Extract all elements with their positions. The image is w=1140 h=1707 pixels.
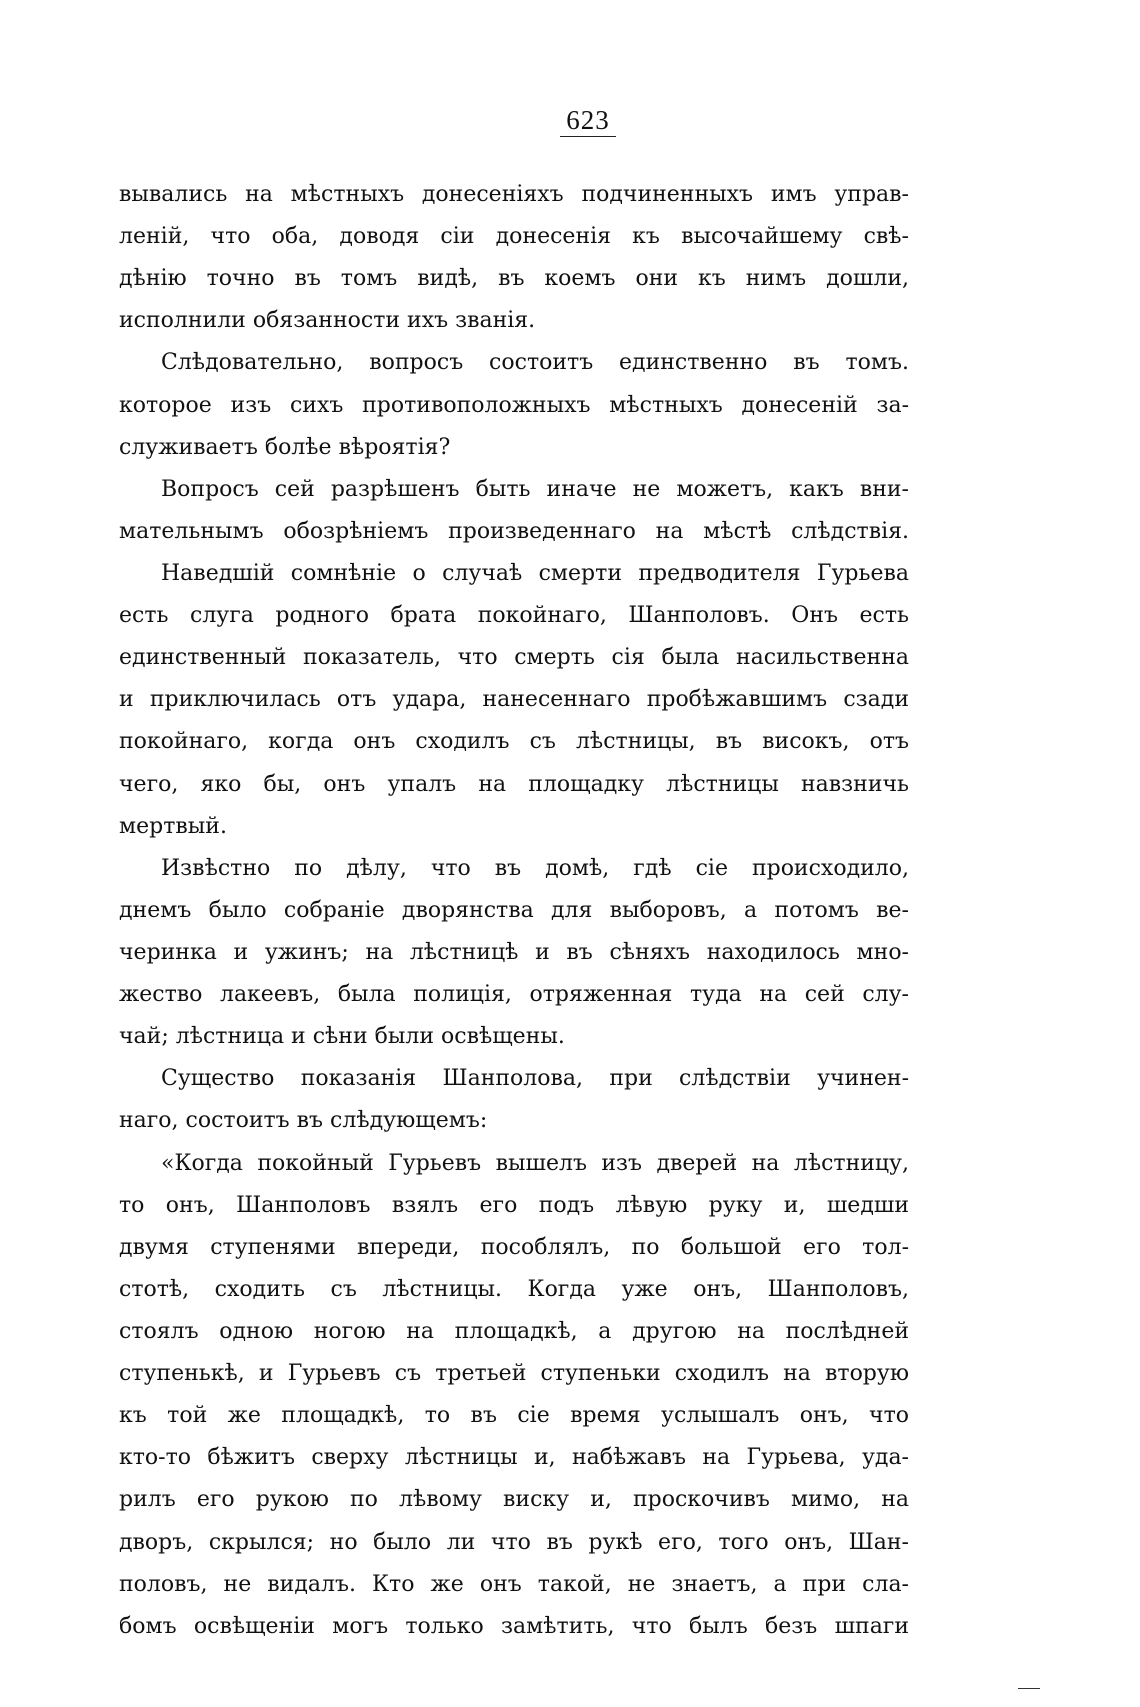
text-line: наго, состоитъ въ слѣдующемъ: bbox=[119, 1108, 488, 1134]
text-line: бомъ освѣщеніи могъ только замѣтить, что былъ безъ шпаги bbox=[119, 1613, 909, 1639]
text-line: чай; лѣстница и сѣни были освѣщены. bbox=[119, 1024, 565, 1050]
text-line: и приключилась отъ удара, нанесеннаго пробѣжавшимъ сзади bbox=[119, 687, 909, 713]
text-line: черинка и ужинъ; на лѣстницѣ и въ сѣняхъ находилось мно- bbox=[119, 939, 909, 965]
paragraph-first-line: Существо показанія Шанполова, при слѣдствіи учинен- bbox=[161, 1066, 909, 1092]
text-line: дѣнію точно въ томъ видѣ, въ коемъ они къ нимъ дошли, bbox=[119, 266, 909, 292]
text-line: жество лакеевъ, была полиція, отряженная туда на сей слу- bbox=[119, 982, 909, 1008]
text-line: стоялъ одною ногою на площадкѣ, а другою на послѣдней bbox=[119, 1318, 909, 1344]
text-line: чего, яко бы, онъ упалъ на площадку лѣстницы навзничь bbox=[119, 771, 909, 797]
text-line: рилъ его рукою по лѣвому виску и, проскочивъ мимо, на bbox=[119, 1487, 909, 1513]
text-line: къ той же площадкѣ, то въ сіе время услышалъ онъ, что bbox=[119, 1403, 909, 1429]
text-line: кто-то бѣжитъ сверху лѣстницы и, набѣжавъ на Гурьева, уда- bbox=[119, 1445, 909, 1471]
text-line: исполнили обязанности ихъ званія. bbox=[119, 308, 536, 334]
text-line: которое изъ сихъ противоположныхъ мѣстныхъ донесеній за- bbox=[119, 392, 909, 418]
text-line: есть слуга родного брата покойнаго, Шанполовъ. Онъ есть bbox=[119, 603, 909, 629]
text-line: то онъ, Шанполовъ взялъ его подъ лѣвую руку и, шедши bbox=[119, 1192, 909, 1218]
text-line: дворъ, скрылся; но было ли что въ рукѣ его, того онъ, Шан- bbox=[119, 1529, 909, 1555]
paragraph-first-line: Вопросъ сей разрѣшенъ быть иначе не можетъ, какъ вни- bbox=[161, 476, 909, 502]
page-number: 623 bbox=[560, 104, 616, 137]
text-line: половъ, не видалъ. Кто же онъ такой, не знаетъ, а при сла- bbox=[119, 1571, 909, 1597]
body-text bbox=[119, 174, 909, 1648]
footer-rule bbox=[1018, 1688, 1040, 1689]
text-line: служиваетъ болѣе вѣроятія? bbox=[119, 434, 451, 460]
paragraph-first-line: Наведшій сомнѣніе о случаѣ смерти предводителя Гурьева bbox=[161, 560, 909, 586]
text-line: мертвый. bbox=[119, 813, 227, 839]
text-line: мательнымъ обозрѣніемъ произведеннаго на мѣстѣ слѣдствія. bbox=[119, 518, 909, 544]
text-line: ступенькѣ, и Гурьевъ съ третьей ступеньки сходилъ на вторую bbox=[119, 1361, 909, 1387]
text-line: стотѣ, сходить съ лѣстницы. Когда уже онъ, Шанполовъ, bbox=[119, 1276, 909, 1302]
page-header bbox=[0, 104, 1140, 137]
text-line: двумя ступенями впереди, пособлялъ, по большой его тол- bbox=[119, 1234, 909, 1260]
paragraph-first-line: «Когда покойный Гурьевъ вышелъ изъ дверей на лѣстницу, bbox=[161, 1150, 909, 1176]
paragraph-first-line: Извѣстно по дѣлу, что въ домѣ, гдѣ сіе происходило, bbox=[161, 855, 909, 881]
text-line: днемъ было собраніе дворянства для выборовъ, а потомъ ве- bbox=[119, 897, 909, 923]
text-line: единственный показатель, что смерть сія была насильственна bbox=[119, 645, 909, 671]
text-line: вывались на мѣстныхъ донесеніяхъ подчиненныхъ имъ управ- bbox=[119, 182, 909, 207]
text-line: покойнаго, когда онъ сходилъ съ лѣстницы, въ високъ, отъ bbox=[119, 729, 909, 755]
text-line: леній, что оба, доводя сіи донесенія къ высочайшему свѣ- bbox=[119, 224, 909, 250]
paragraph-first-line: Слѣдовательно, вопросъ состоитъ единственно въ томъ. bbox=[161, 350, 909, 376]
